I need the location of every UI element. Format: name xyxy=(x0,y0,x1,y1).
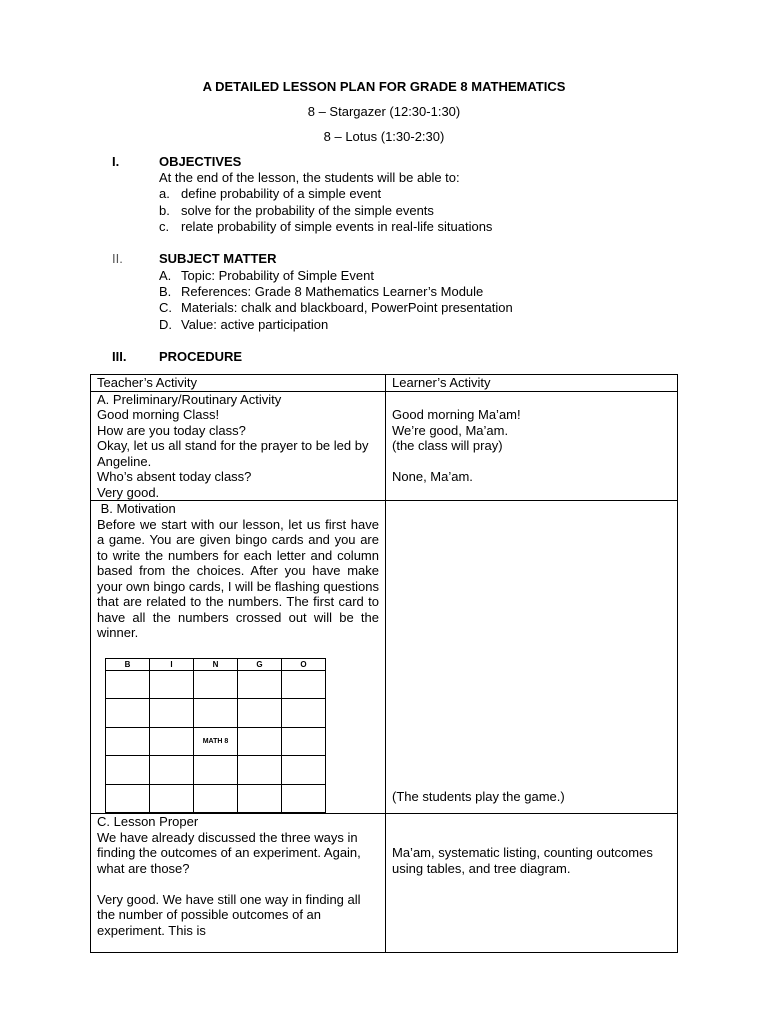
learner-line: (The students play the game.) xyxy=(392,788,565,804)
bingo-cell xyxy=(150,727,194,756)
bingo-cell xyxy=(282,727,326,756)
row-heading: B. Motivation xyxy=(97,501,176,516)
bingo-row xyxy=(106,727,326,756)
learner-cell-lesson-proper xyxy=(386,814,678,953)
teacher-line: Good morning Class! xyxy=(97,407,220,422)
bingo-cell xyxy=(238,727,282,756)
bingo-row xyxy=(106,699,326,728)
objectives-number: I. xyxy=(112,154,120,169)
bingo-row xyxy=(106,784,326,813)
learner-line: Ma’am, systematic listing, counting outcomes using tables, and tree diagram. xyxy=(392,845,653,876)
bingo-letter: G xyxy=(238,658,282,670)
bingo-letter: I xyxy=(150,658,194,670)
bingo-cell xyxy=(150,670,194,699)
motivation-text: Before we start with our lesson, let us first have a game. You are given bingo cards and you are to write the numbers for each letter and column based from the choices. After you have make your own bingo cards, I will be flashing questions that are related to the numbers. The first card to have all the numbers crossed out will be the winner. xyxy=(97,516,379,640)
bingo-cell xyxy=(150,784,194,813)
table-row xyxy=(91,814,678,953)
bingo-cell xyxy=(150,756,194,785)
bingo-cell xyxy=(106,756,150,785)
class-section-stargazer: 8 – Stargazer (12:30-1:30) xyxy=(307,104,461,119)
list-marker: b. xyxy=(159,203,170,218)
learner-cell-motivation xyxy=(386,501,678,814)
bingo-cell xyxy=(106,784,150,813)
bingo-cell xyxy=(194,670,238,699)
learner-line: Good morning Ma’am! xyxy=(392,407,521,422)
bingo-cell xyxy=(238,784,282,813)
bingo-cell xyxy=(238,699,282,728)
row-heading: A. Preliminary/Routinary Activity xyxy=(97,391,282,407)
table-row xyxy=(91,501,678,814)
teacher-activity-header: Teacher’s Activity xyxy=(91,375,386,392)
teacher-cell-motivation xyxy=(91,501,386,814)
teacher-line: Who’s absent today class? xyxy=(97,469,252,484)
bingo-cell xyxy=(194,756,238,785)
bingo-letter: O xyxy=(282,658,326,670)
objective-text: solve for the probability of the simple events xyxy=(181,203,434,218)
objective-item xyxy=(159,186,381,201)
bingo-cell xyxy=(282,756,326,785)
list-marker: D. xyxy=(159,317,172,332)
learner-line: We’re good, Ma’am. xyxy=(392,422,509,438)
document-title: A DETAILED LESSON PLAN FOR GRADE 8 MATHEMATICS xyxy=(202,79,566,94)
bingo-header-row xyxy=(106,658,326,670)
subject-text: Value: active participation xyxy=(181,317,329,332)
teacher-line: Very good. xyxy=(97,484,160,500)
bingo-card xyxy=(105,658,326,814)
subject-text: Topic: Probability of Simple Event xyxy=(181,268,374,283)
subject-item xyxy=(159,268,374,283)
subject-item xyxy=(159,317,328,332)
subject-matter-number: II. xyxy=(112,251,123,266)
objective-text: relate probability of simple events in real-life situations xyxy=(181,219,493,234)
bingo-cell xyxy=(238,756,282,785)
bingo-letter: N xyxy=(194,658,238,670)
learner-cell-preliminary xyxy=(386,391,678,501)
bingo-cell xyxy=(282,670,326,699)
list-marker: c. xyxy=(159,219,170,234)
bingo-cell xyxy=(106,670,150,699)
bingo-cell xyxy=(238,670,282,699)
bingo-cell xyxy=(282,699,326,728)
teacher-line: Okay, let us all stand for the prayer to be led by Angeline. xyxy=(97,438,369,469)
objective-item xyxy=(159,203,434,218)
bingo-cell xyxy=(282,784,326,813)
teacher-line: Very good. We have still one way in finding all the number of possible outcomes of an experiment. This is xyxy=(97,891,361,938)
class-section-lotus: 8 – Lotus (1:30-2:30) xyxy=(323,129,445,144)
learner-line: (the class will pray) xyxy=(392,438,503,453)
subject-text: Materials: chalk and blackboard, PowerPoint presentation xyxy=(181,300,513,315)
list-marker: C. xyxy=(159,300,172,315)
teacher-cell-lesson-proper xyxy=(91,814,386,953)
subject-item xyxy=(159,284,483,299)
bingo-cell xyxy=(150,699,194,728)
procedure-table xyxy=(90,374,678,953)
bingo-cell xyxy=(106,699,150,728)
objective-text: define probability of a simple event xyxy=(181,186,382,201)
list-marker: B. xyxy=(159,284,172,299)
bingo-free-cell: MATH 8 xyxy=(194,727,238,756)
bingo-cell xyxy=(194,699,238,728)
subject-item xyxy=(159,300,513,315)
row-heading: C. Lesson Proper xyxy=(97,814,199,829)
list-marker: a. xyxy=(159,186,170,201)
objectives-heading: OBJECTIVES xyxy=(159,154,242,169)
bingo-cell xyxy=(106,727,150,756)
subject-text: References: Grade 8 Mathematics Learner’s Module xyxy=(181,284,484,299)
teacher-line: How are you today class? xyxy=(97,422,246,438)
learner-line: None, Ma’am. xyxy=(392,469,473,484)
objectives-intro: At the end of the lesson, the students will be able to: xyxy=(159,170,460,185)
bingo-letter: B xyxy=(106,658,150,670)
subject-matter-heading: SUBJECT MATTER xyxy=(159,251,277,266)
bingo-row xyxy=(106,670,326,699)
table-row xyxy=(91,391,678,501)
teacher-line: We have already discussed the three ways in finding the outcomes of an experiment. Again, what are those? xyxy=(97,829,361,876)
bingo-row xyxy=(106,756,326,785)
procedure-heading: PROCEDURE xyxy=(159,349,243,364)
bingo-cell xyxy=(194,784,238,813)
objective-item xyxy=(159,219,492,234)
procedure-number: III. xyxy=(112,349,127,364)
table-header-row xyxy=(91,375,678,392)
learner-activity-header: Learner’s Activity xyxy=(386,375,678,392)
list-marker: A. xyxy=(159,268,172,283)
teacher-cell-preliminary xyxy=(91,391,386,501)
